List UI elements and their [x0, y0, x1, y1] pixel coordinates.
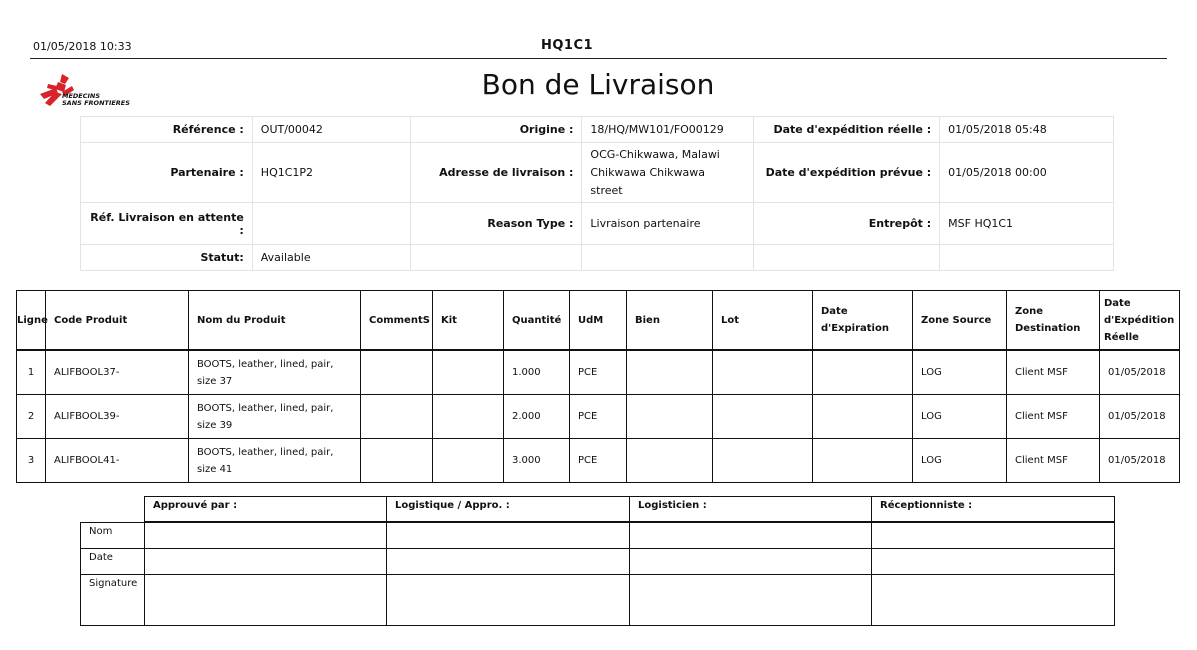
adresse-line1: OCG-Chikwawa, Malawi: [590, 147, 720, 161]
reason-label: Reason Type :: [410, 203, 582, 245]
logo-text: [62, 93, 130, 107]
col-date-expiration: Date d'Expiration: [813, 291, 913, 351]
sig-cell: [145, 575, 387, 626]
date-exp-reelle-value: 01/05/2018 05:48: [940, 117, 1114, 143]
sig-cell: [145, 522, 387, 549]
report-code: HQ1C1: [541, 38, 594, 53]
col-date-expedition-reelle: Date d'Expédition Réelle: [1100, 291, 1180, 351]
date-exp-reelle-label: Date d'expédition réelle :: [754, 117, 940, 143]
cell-nom-produit: BOOTS, leather, lined, pair, size 41: [189, 439, 361, 483]
cell-quantite: 3.000: [504, 439, 570, 483]
cell-kit: [433, 395, 504, 439]
cell-ligne: 1: [17, 350, 46, 395]
statut-label: Statut:: [81, 245, 253, 271]
entrepot-value: MSF HQ1C1: [940, 203, 1114, 245]
sig-col-logisticien: Logisticien :: [630, 497, 872, 523]
sig-cell: [630, 549, 872, 575]
signature-corner: [81, 497, 145, 523]
sig-cell: [387, 549, 630, 575]
cell-date-expiration: [813, 350, 913, 395]
cell-lot: [713, 350, 813, 395]
date-exp-prevue-label: Date d'expédition prévue :: [754, 143, 940, 203]
document-title: Bon de Livraison: [481, 68, 715, 101]
cell-bien: [627, 350, 713, 395]
cell-zone-source: LOG: [913, 439, 1007, 483]
sig-row-date: Date: [81, 549, 145, 575]
cell-comments: [361, 439, 433, 483]
ref-attente-value: [252, 203, 410, 245]
signature-table: [80, 496, 1115, 626]
col-lot: Lot: [713, 291, 813, 351]
shipment-info-table: [80, 116, 1114, 271]
sig-cell: [630, 575, 872, 626]
adresse-line3: street: [590, 183, 623, 197]
sig-cell: [872, 575, 1115, 626]
cell-lot: [713, 395, 813, 439]
cell-zone-destination: Client MSF: [1007, 395, 1100, 439]
reference-label: Référence :: [81, 117, 253, 143]
sig-cell: [145, 549, 387, 575]
cell-comments: [361, 395, 433, 439]
adresse-value: [582, 143, 754, 203]
origine-value: 18/HQ/MW101/FO00129: [582, 117, 754, 143]
print-timestamp: 01/05/2018 10:33: [33, 40, 132, 53]
cell-date-expedition: 01/05/2018: [1100, 439, 1180, 483]
cell-lot: [713, 439, 813, 483]
cell-zone-destination: Client MSF: [1007, 350, 1100, 395]
cell-quantite: 2.000: [504, 395, 570, 439]
col-zone-source: Zone Source: [913, 291, 1007, 351]
empty-cell: [410, 245, 582, 271]
sig-cell: [387, 575, 630, 626]
cell-quantite: 1.000: [504, 350, 570, 395]
col-comments: CommentS: [361, 291, 433, 351]
cell-date-expedition: 01/05/2018: [1100, 350, 1180, 395]
col-bien: Bien: [627, 291, 713, 351]
cell-code-produit: ALIFBOOL41-: [46, 439, 189, 483]
cell-date-expedition: 01/05/2018: [1100, 395, 1180, 439]
cell-date-expiration: [813, 395, 913, 439]
col-zone-destination: Zone Destination: [1007, 291, 1100, 351]
cell-code-produit: ALIFBOOL37-: [46, 350, 189, 395]
cell-comments: [361, 350, 433, 395]
cell-ligne: 2: [17, 395, 46, 439]
cell-ligne: 3: [17, 439, 46, 483]
cell-udm: PCE: [570, 395, 627, 439]
cell-bien: [627, 395, 713, 439]
adresse-line2: Chikwawa Chikwawa: [590, 165, 706, 179]
cell-zone-source: LOG: [913, 395, 1007, 439]
entrepot-label: Entrepôt :: [754, 203, 940, 245]
sig-row-nom: Nom: [81, 522, 145, 549]
empty-cell: [940, 245, 1114, 271]
sig-cell: [387, 522, 630, 549]
logo-text-line1: MEDECINS: [62, 92, 101, 100]
sig-cell: [630, 522, 872, 549]
cell-zone-source: LOG: [913, 350, 1007, 395]
cell-kit: [433, 439, 504, 483]
col-nom-produit: Nom du Produit: [189, 291, 361, 351]
col-udm: UdM: [570, 291, 627, 351]
cell-date-expiration: [813, 439, 913, 483]
col-quantite: Quantité: [504, 291, 570, 351]
col-kit: Kit: [433, 291, 504, 351]
logo-text-line2: SANS FRONTIERES: [62, 99, 130, 107]
sig-cell: [872, 549, 1115, 575]
empty-cell: [582, 245, 754, 271]
cell-bien: [627, 439, 713, 483]
sig-row-signature: Signature: [81, 575, 145, 626]
cell-nom-produit: BOOTS, leather, lined, pair, size 37: [189, 350, 361, 395]
date-exp-prevue-value: 01/05/2018 00:00: [940, 143, 1114, 203]
cell-udm: PCE: [570, 439, 627, 483]
cell-udm: PCE: [570, 350, 627, 395]
cell-kit: [433, 350, 504, 395]
col-ligne: Ligne: [17, 291, 46, 351]
cell-code-produit: ALIFBOOL39-: [46, 395, 189, 439]
ref-attente-label: Réf. Livraison en attente :: [81, 203, 253, 245]
header-divider: [30, 58, 1167, 59]
cell-zone-destination: Client MSF: [1007, 439, 1100, 483]
origine-label: Origine :: [410, 117, 582, 143]
partenaire-value: HQ1C1P2: [252, 143, 410, 203]
statut-value: Available: [252, 245, 410, 271]
col-code-produit: Code Produit: [46, 291, 189, 351]
cell-nom-produit: BOOTS, leather, lined, pair, size 39: [189, 395, 361, 439]
product-lines-table: [16, 290, 1180, 483]
table-row: [17, 350, 1180, 395]
sig-col-approuve: Approuvé par :: [145, 497, 387, 523]
table-row: [17, 439, 1180, 483]
adresse-label: Adresse de livraison :: [410, 143, 582, 203]
partenaire-label: Partenaire :: [81, 143, 253, 203]
empty-cell: [754, 245, 940, 271]
sig-cell: [872, 522, 1115, 549]
table-row: [17, 395, 1180, 439]
sig-col-receptionniste: Réceptionniste :: [872, 497, 1115, 523]
reason-value: Livraison partenaire: [582, 203, 754, 245]
sig-col-logistique: Logistique / Appro. :: [387, 497, 630, 523]
reference-value: OUT/00042: [252, 117, 410, 143]
